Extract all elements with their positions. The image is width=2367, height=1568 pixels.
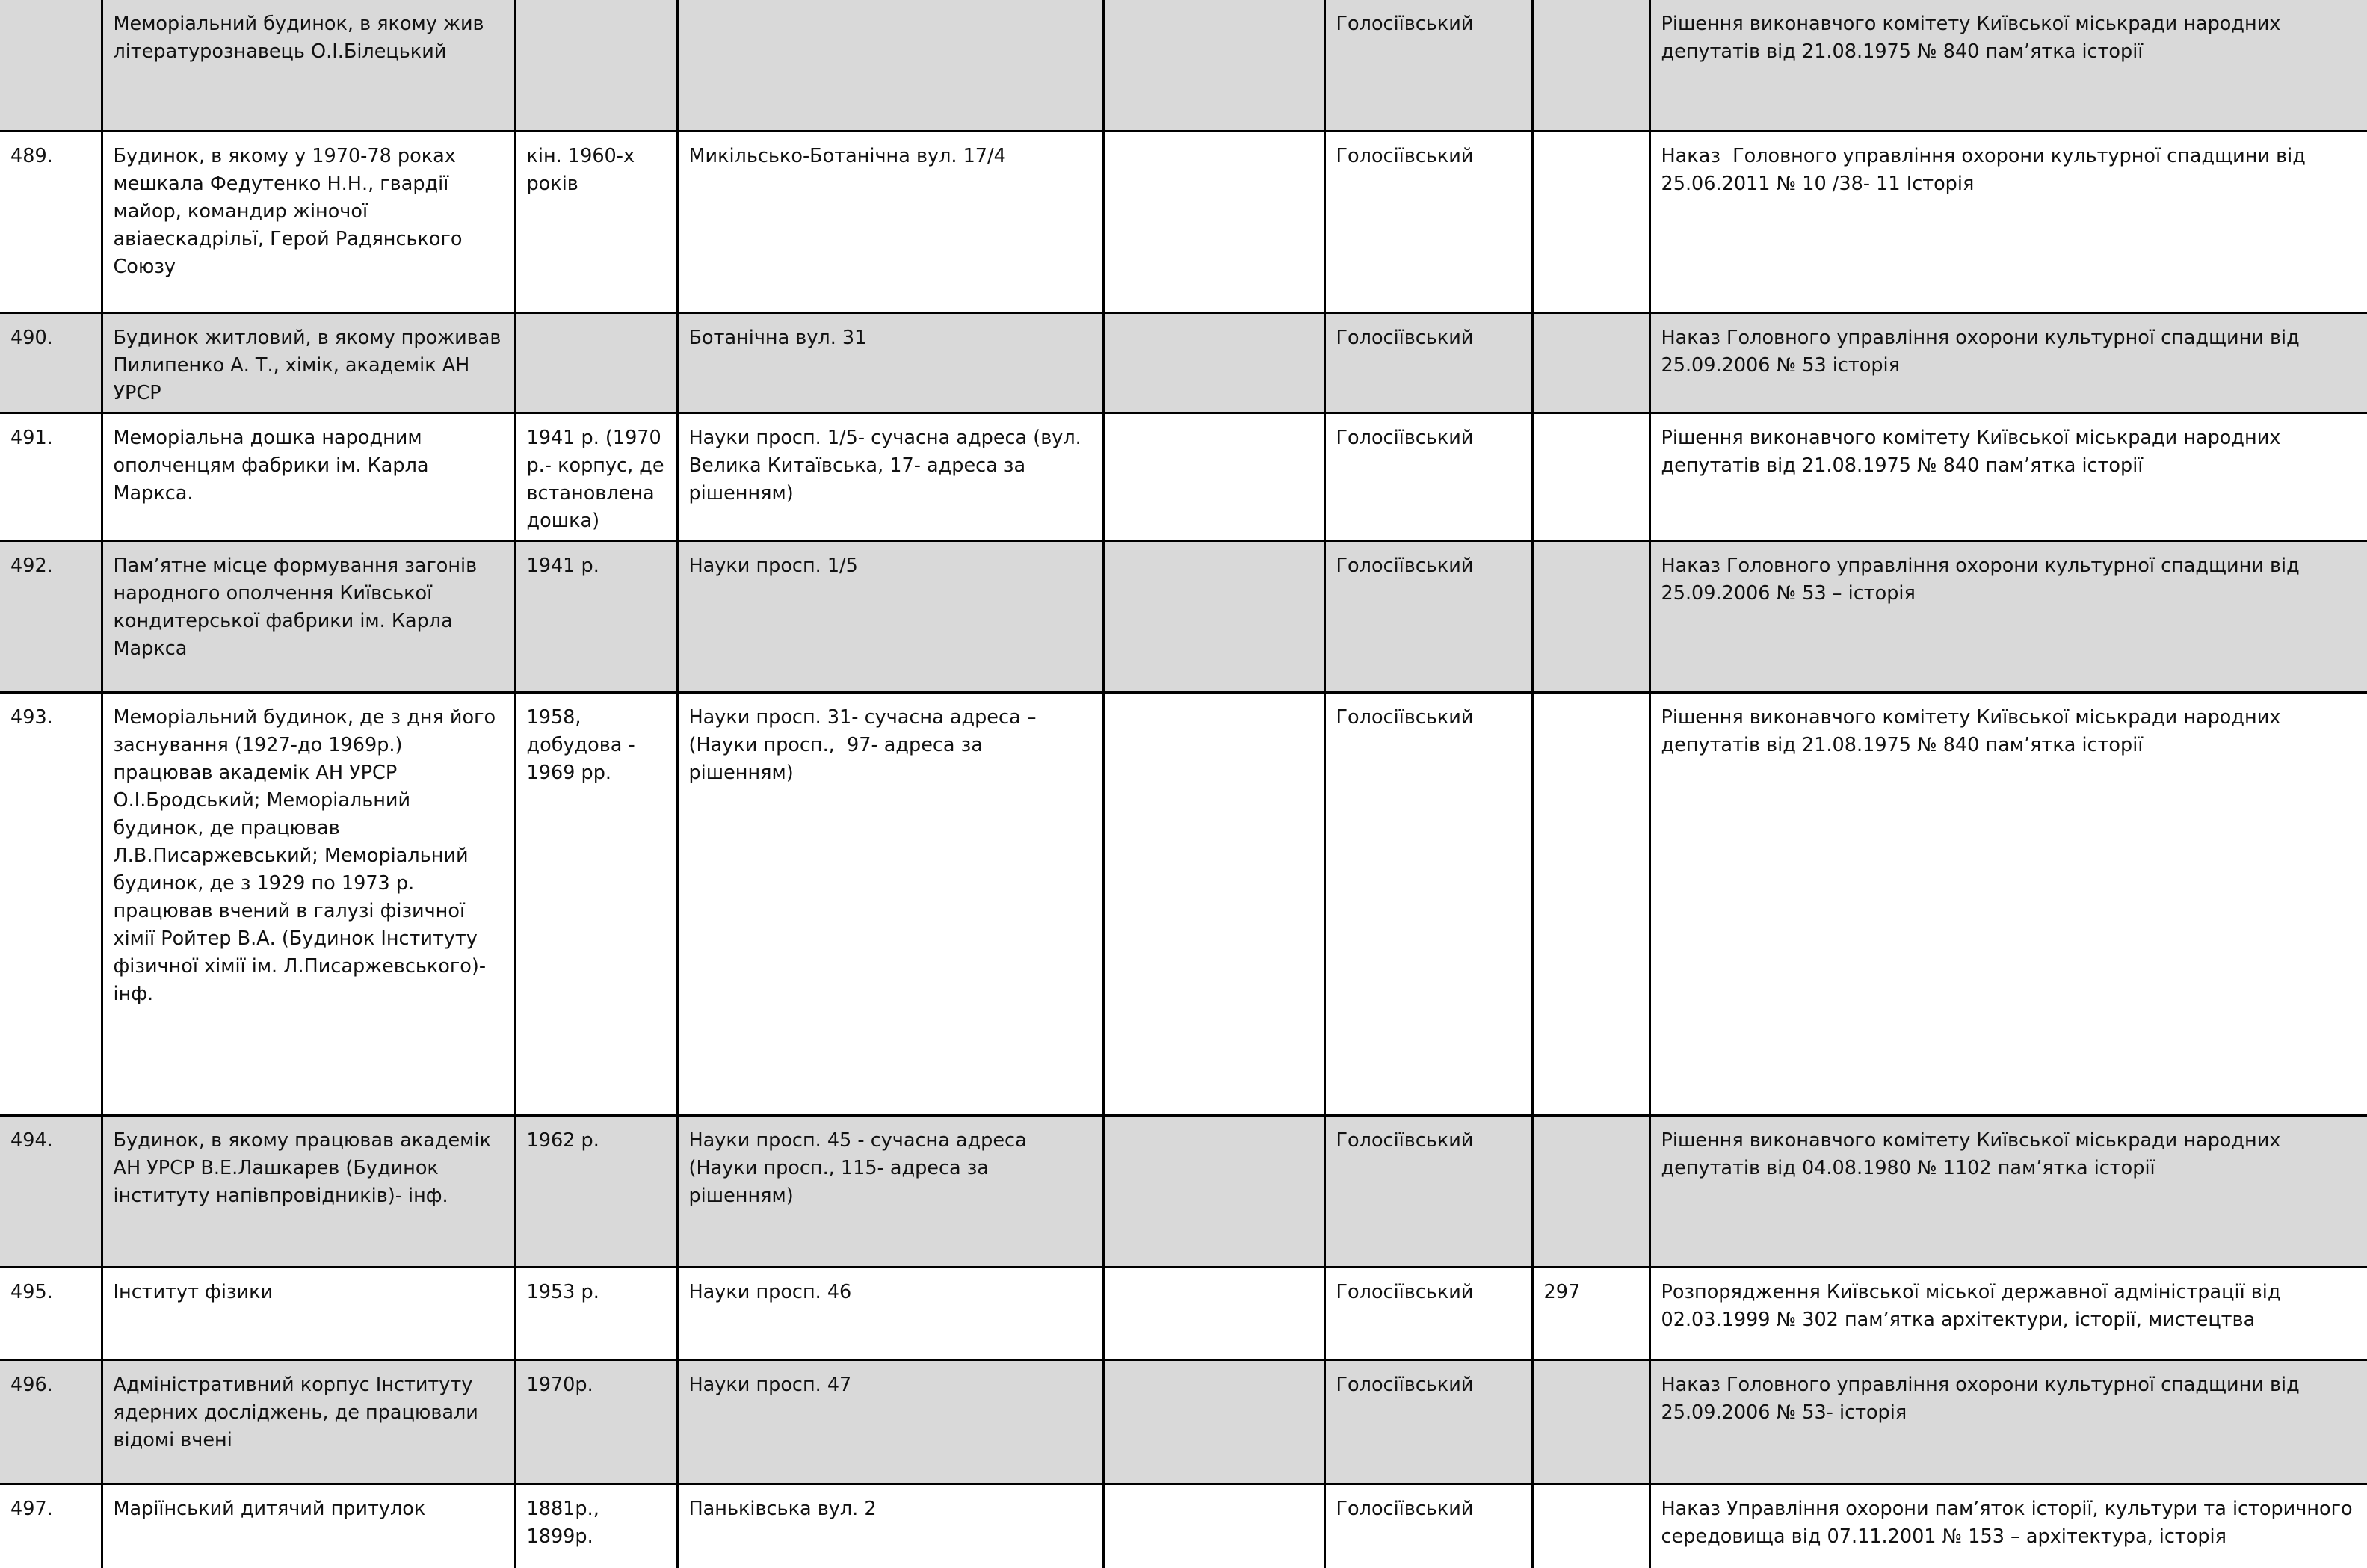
protection-number-cell [1532,1359,1650,1484]
protection-number-cell [1532,413,1650,540]
district-cell: Голосіївський [1324,1115,1532,1267]
district-cell: Голосіївський [1324,540,1532,692]
protection-number-cell [1532,131,1650,312]
district-cell: Голосіївський [1324,1359,1532,1484]
decision-cell: Наказ Управління охорони пам’яток історії, культури та історичного середовища від 07.11.2001 № 153 – архітектура, історія [1650,1484,2367,1568]
decision-cell: Рішення виконавчого комітету Київської міськради народних депутатів від 04.08.1980 № 1102 пам’ятка історії [1650,1115,2367,1267]
table-row [0,312,2367,413]
extra-cell [1103,0,1324,131]
date-cell [515,312,677,413]
extra-cell [1103,1484,1324,1568]
address-cell: Науки просп. 1/5 [677,540,1103,692]
date-cell: 1941 р. (1970 р.- корпус, де встановлена дошка) [515,413,677,540]
address-cell [677,0,1103,131]
address-cell: Паньківська вул. 2 [677,1484,1103,1568]
object-name-cell: Будинок, в якому працював академік АН УРСР В.Е.Лашкарев (Будинок інституту напівпровідників)- інф. [102,1115,515,1267]
row-number-cell: 497. [0,1484,102,1568]
address-cell: Науки просп. 31- сучасна адреса – (Науки просп., 97- адреса за рішенням) [677,692,1103,1115]
address-cell: Науки просп. 1/5- сучасна адреса (вул. Велика Китаївська, 17- адреса за рішенням) [677,413,1103,540]
decision-cell: Наказ Головного управління охорони культурної спадщини від 25.09.2006 № 53 історія [1650,312,2367,413]
row-number-cell: 493. [0,692,102,1115]
district-cell: Голосіївський [1324,0,1532,131]
extra-cell [1103,312,1324,413]
date-cell: 1958, добудова - 1969 рр. [515,692,677,1115]
table-row [0,413,2367,540]
table-row [0,0,2367,131]
protection-number-cell [1532,1484,1650,1568]
district-cell: Голосіївський [1324,312,1532,413]
row-number-cell: 496. [0,1359,102,1484]
protection-number-cell [1532,1115,1650,1267]
district-cell: Голосіївський [1324,131,1532,312]
extra-cell [1103,540,1324,692]
district-cell: Голосіївський [1324,1267,1532,1359]
extra-cell [1103,413,1324,540]
date-cell: 1953 р. [515,1267,677,1359]
decision-cell: Рішення виконавчого комітету Київської міськради народних депутатів від 21.08.1975 № 840 пам’ятка історії [1650,413,2367,540]
address-cell: Микільсько-Ботанічна вул. 17/4 [677,131,1103,312]
table-row [0,1359,2367,1484]
table-row [0,1115,2367,1267]
object-name-cell: Маріїнський дитячий притулок [102,1484,515,1568]
date-cell: 1941 р. [515,540,677,692]
protection-number-cell [1532,0,1650,131]
table-row [0,692,2367,1115]
decision-cell: Наказ Головного управління охорони культурної спадщини від 25.09.2006 № 53- історія [1650,1359,2367,1484]
district-cell: Голосіївський [1324,1484,1532,1568]
extra-cell [1103,1115,1324,1267]
protection-number-cell [1532,540,1650,692]
protection-number-cell [1532,692,1650,1115]
date-cell: 1962 р. [515,1115,677,1267]
object-name-cell: Будинок, в якому у 1970-78 роках мешкала Федутенко Н.Н., гвардії майор, командир жіночої авіаескадрільї, Герой Радянського Союзу [102,131,515,312]
decision-cell: Рішення виконавчого комітету Київської міськради народних депутатів від 21.08.1975 № 840 пам’ятка історії [1650,0,2367,131]
extra-cell [1103,692,1324,1115]
object-name-cell: Меморіальний будинок, де з дня його заснування (1927-до 1969р.) працював академік АН УРСР О.І.Бродський; Меморіальний будинок, де працював Л.В.Писаржевський; Меморіальний будинок, де з 1929 по 1973 р. працював вчений в галузі фізичної хімії Ройтер В.А. (Будинок Інституту фізичної хімії ім. Л.Писаржевського)-інф. [102,692,515,1115]
date-cell [515,0,677,131]
object-name-cell: Меморіальна дошка народним ополченцям фабрики ім. Карла Маркса. [102,413,515,540]
address-cell: Науки просп. 45 - сучасна адреса (Науки просп., 115- адреса за рішенням) [677,1115,1103,1267]
row-number-cell: 491. [0,413,102,540]
row-number-cell: 492. [0,540,102,692]
district-cell: Голосіївський [1324,413,1532,540]
protection-number-cell [1532,312,1650,413]
table-row [0,540,2367,692]
row-number-cell [0,0,102,131]
decision-cell: Рішення виконавчого комітету Київської міськради народних депутатів від 21.08.1975 № 840 пам’ятка історії [1650,692,2367,1115]
row-number-cell: 489. [0,131,102,312]
address-cell: Науки просп. 46 [677,1267,1103,1359]
table-row [0,131,2367,312]
protection-number-cell: 297 [1532,1267,1650,1359]
row-number-cell: 494. [0,1115,102,1267]
decision-cell: Наказ Головного управління охорони культурної спадщини від 25.09.2006 № 53 – історія [1650,540,2367,692]
date-cell: 1970р. [515,1359,677,1484]
table-row [0,1484,2367,1568]
date-cell: кін. 1960-х років [515,131,677,312]
district-cell: Голосіївський [1324,692,1532,1115]
object-name-cell: Будинок житловий, в якому проживав Пилипенко А. Т., хімік, академік АН УРСР [102,312,515,413]
object-name-cell: Пам’ятне місце формування загонів народного ополчення Київської кондитерської фабрики ім. Карла Маркса [102,540,515,692]
address-cell: Ботанічна вул. 31 [677,312,1103,413]
extra-cell [1103,1267,1324,1359]
decision-cell: Наказ Головного управління охорони культурної спадщини від 25.06.2011 № 10 /38- 11 Історія [1650,131,2367,312]
address-cell: Науки просп. 47 [677,1359,1103,1484]
table-row [0,1267,2367,1359]
extra-cell [1103,131,1324,312]
object-name-cell: Адміністративний корпус Інституту ядерних досліджень, де працювали відомі вчені [102,1359,515,1484]
object-name-cell: Інститут фізики [102,1267,515,1359]
date-cell: 1881р., 1899р. [515,1484,677,1568]
row-number-cell: 495. [0,1267,102,1359]
extra-cell [1103,1359,1324,1484]
object-name-cell: Меморіальний будинок, в якому жив літературознавець О.І.Білецький [102,0,515,131]
decision-cell: Розпорядження Київської міської державної адміністрації від 02.03.1999 № 302 пам’ятка архітектури, історії, мистецтва [1650,1267,2367,1359]
row-number-cell: 490. [0,312,102,413]
